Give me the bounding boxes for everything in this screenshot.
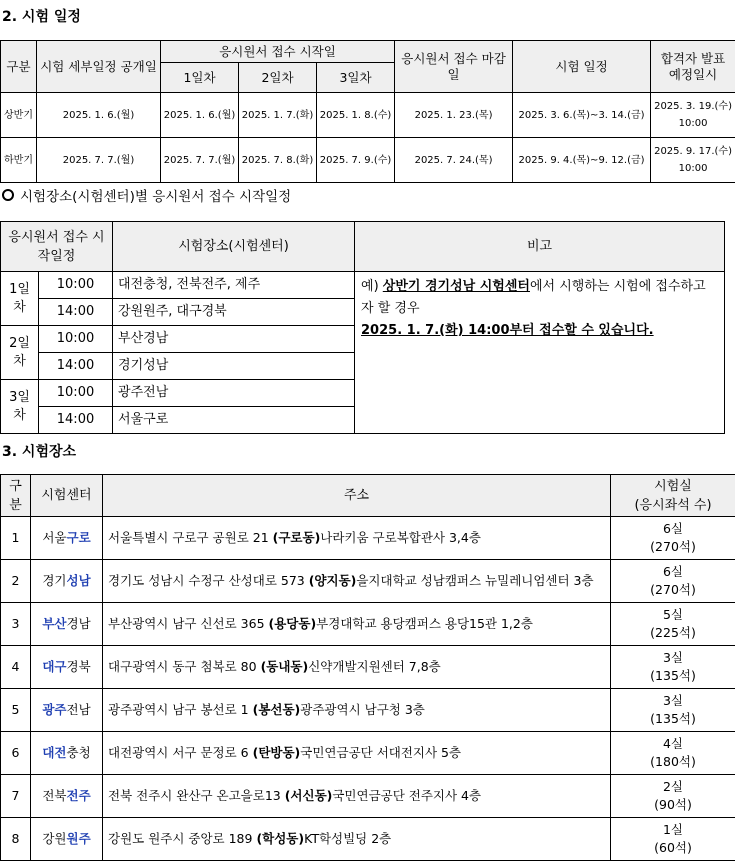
center-name [31, 689, 103, 732]
slot-time: 14:00 [39, 353, 113, 380]
cell-day2: 2025. 1. 7.(화) [239, 93, 317, 138]
center-address [103, 560, 611, 603]
center-name [31, 775, 103, 818]
location-row [1, 517, 735, 560]
section-3-title: 3. 시험장소 [2, 441, 76, 461]
row-number: 5 [1, 689, 31, 732]
address-main: 강원도 원주시 중앙로 189 [108, 831, 256, 846]
seat-count: (135석) [650, 668, 696, 683]
center-name-part: 서울 [42, 530, 66, 545]
slot-time: 10:00 [39, 326, 113, 353]
seat-count: (135석) [650, 711, 696, 726]
note-highlight: 상반기 경기성남 시험센터 [383, 279, 530, 294]
center-address [103, 775, 611, 818]
header-day3: 3일차 [317, 63, 395, 93]
address-building: 광주광역시 남구청 3층 [300, 702, 425, 717]
address-building: 국민연금공단 전주지사 4층 [332, 788, 481, 803]
row-number: 8 [1, 818, 31, 861]
location-row [1, 818, 735, 861]
seat-count: (225석) [650, 625, 696, 640]
address-main: 서울특별시 구로구 공원로 21 [108, 530, 273, 545]
header-application-start: 응시원서 접수 시작일 [161, 41, 395, 63]
header-rooms: 시험실 (응시좌석 수) [611, 475, 735, 517]
section-2-title: 2. 시험 일정 [2, 6, 81, 26]
center-address [103, 689, 611, 732]
room-count: 6실 [663, 521, 683, 536]
location-row [1, 603, 735, 646]
cell-day1: 2025. 7. 7.(월) [161, 138, 239, 183]
address-building: 을지대학교 성남캠퍼스 뉴밀레니엄센터 3층 [356, 573, 593, 588]
seat-count: (60석) [654, 840, 692, 855]
address-main: 대구광역시 동구 첨복로 80 [108, 659, 261, 674]
center-address [103, 603, 611, 646]
room-count: 3실 [663, 650, 683, 665]
center-name-part: 전주 [67, 788, 91, 803]
center-start-table [0, 221, 725, 434]
address-dong: (서신동) [285, 788, 333, 803]
room-count: 6실 [663, 564, 683, 579]
schedule-row-second-half [1, 138, 735, 183]
center-name-part: 전북 [42, 788, 66, 803]
seat-count: (270석) [650, 582, 696, 597]
header-center: 시험센터 [31, 475, 103, 517]
center-name [31, 646, 103, 689]
header-note: 비고 [355, 222, 725, 272]
header-gubun: 구분 [1, 41, 37, 93]
row-number: 4 [1, 646, 31, 689]
room-capacity [611, 775, 735, 818]
header-result-date: 합격자 발표 예정일시 [651, 41, 735, 93]
center-address [103, 517, 611, 560]
address-main: 경기도 성남시 수정구 산성대로 573 [108, 573, 309, 588]
center-name-part: 경북 [67, 659, 91, 674]
subtitle-text: 시험장소(시험센터)별 응시원서 접수 시작일정 [20, 185, 291, 205]
cell-deadline: 2025. 7. 24.(목) [395, 138, 513, 183]
center-name-part: 전남 [67, 702, 91, 717]
center-name-part: 경기 [42, 573, 66, 588]
slot-time: 14:00 [39, 407, 113, 434]
address-dong: (구로동) [273, 530, 321, 545]
seat-count: (90석) [654, 797, 692, 812]
day-label: 3일차 [1, 380, 39, 434]
slot-places: 경기성남 [113, 353, 355, 380]
cell-gubun: 하반기 [1, 138, 37, 183]
note-prefix: 예) [361, 279, 383, 294]
address-dong: (탄방동) [253, 745, 301, 760]
note-date-line: 2025. 1. 7.(화) 14:00부터 접수할 수 있습니다. [361, 323, 654, 338]
room-capacity [611, 818, 735, 861]
center-name [31, 603, 103, 646]
header-detail-date: 시험 세부일정 공개일 [37, 41, 161, 93]
slot-places: 서울구로 [113, 407, 355, 434]
center-name [31, 560, 103, 603]
slot-places: 광주전남 [113, 380, 355, 407]
room-count: 4실 [663, 736, 683, 751]
cell-gubun: 상반기 [1, 93, 37, 138]
cell-exam: 2025. 3. 6.(목)~3. 14.(금) [513, 93, 651, 138]
center-name-part: 부산 [42, 616, 66, 631]
room-count: 5실 [663, 607, 683, 622]
header-start-schedule: 응시원서 접수 시작일정 [1, 222, 113, 272]
slot-time: 10:00 [39, 380, 113, 407]
address-building: 나라키움 구로복합관사 3,4층 [320, 530, 481, 545]
row-number: 1 [1, 517, 31, 560]
cell-result: 2025. 9. 17.(수) 10:00 [651, 138, 735, 183]
day-label: 1일차 [1, 272, 39, 326]
center-name [31, 818, 103, 861]
slot-places: 강원원주, 대구경북 [113, 299, 355, 326]
cell-result: 2025. 3. 19.(수) 10:00 [651, 93, 735, 138]
center-name-part: 대전 [42, 745, 66, 760]
header-gubun: 구분 [1, 475, 31, 517]
center-name-part: 구로 [67, 530, 91, 545]
exam-location-table [0, 474, 735, 861]
address-main: 대전광역시 서구 문정로 6 [108, 745, 253, 760]
room-count: 3실 [663, 693, 683, 708]
location-row [1, 646, 735, 689]
schedule-row-first-half [1, 93, 735, 138]
location-row [1, 689, 735, 732]
center-name [31, 732, 103, 775]
address-building: 국민연금공단 서대전지사 5층 [300, 745, 461, 760]
cell-exam: 2025. 9. 4.(목)~9. 12.(금) [513, 138, 651, 183]
address-main: 전북 전주시 완산구 온고을로13 [108, 788, 285, 803]
room-count: 1실 [663, 822, 683, 837]
address-dong: (봉선동) [253, 702, 301, 717]
center-name-part: 대구 [42, 659, 66, 674]
header-place: 시험장소(시험센터) [113, 222, 355, 272]
room-capacity [611, 646, 735, 689]
location-row [1, 732, 735, 775]
slot-time: 10:00 [39, 272, 113, 299]
address-building: KT학성빌딩 2층 [304, 831, 391, 846]
slot-places: 부산경남 [113, 326, 355, 353]
header-exam-dates: 시험 일정 [513, 41, 651, 93]
center-address [103, 646, 611, 689]
address-building: 부경대학교 용당캠퍼스 용당15관 1,2층 [316, 616, 533, 631]
header-application-deadline: 응시원서 접수 마감일 [395, 41, 513, 93]
center-name-part: 성남 [67, 573, 91, 588]
address-dong: (동내동) [261, 659, 309, 674]
row-number: 6 [1, 732, 31, 775]
cell-detail: 2025. 1. 6.(월) [37, 93, 161, 138]
room-count: 2실 [663, 779, 683, 794]
cell-detail: 2025. 7. 7.(월) [37, 138, 161, 183]
cell-day3: 2025. 1. 8.(수) [317, 93, 395, 138]
center-name-part: 경남 [67, 616, 91, 631]
address-main: 광주광역시 남구 봉선로 1 [108, 702, 253, 717]
location-row [1, 560, 735, 603]
room-capacity [611, 732, 735, 775]
header-day1: 1일차 [161, 63, 239, 93]
center-name-part: 광주 [42, 702, 66, 717]
note-rest: 에서 시행하는 시험에 접수하고자 할 경우 [361, 279, 706, 316]
row-number: 2 [1, 560, 31, 603]
center-name-part: 충청 [67, 745, 91, 760]
row-number: 3 [1, 603, 31, 646]
note-cell [355, 272, 725, 434]
room-capacity [611, 603, 735, 646]
slot-places: 대전충청, 전북전주, 제주 [113, 272, 355, 299]
address-dong: (학성동) [256, 831, 304, 846]
slot-time: 14:00 [39, 299, 113, 326]
room-capacity [611, 560, 735, 603]
center-name-part: 강원 [42, 831, 66, 846]
address-building: 신약개발지원센터 7,8층 [308, 659, 441, 674]
header-address: 주소 [103, 475, 611, 517]
center-address [103, 818, 611, 861]
day-label: 2일차 [1, 326, 39, 380]
center-name-part: 원주 [67, 831, 91, 846]
location-row [1, 775, 735, 818]
address-dong: (양지동) [309, 573, 357, 588]
cell-day2: 2025. 7. 8.(화) [239, 138, 317, 183]
exam-schedule-table [0, 40, 735, 183]
seat-count: (270석) [650, 539, 696, 554]
address-main: 부산광역시 남구 신선로 365 [108, 616, 269, 631]
center-address [103, 732, 611, 775]
room-capacity [611, 517, 735, 560]
room-capacity [611, 689, 735, 732]
cell-deadline: 2025. 1. 23.(목) [395, 93, 513, 138]
center-name [31, 517, 103, 560]
cell-day3: 2025. 7. 9.(수) [317, 138, 395, 183]
center-start-subtitle [2, 185, 291, 205]
address-dong: (용당동) [269, 616, 317, 631]
header-day2: 2일차 [239, 63, 317, 93]
seat-count: (180석) [650, 754, 696, 769]
circle-bullet-icon [2, 189, 14, 201]
cell-day1: 2025. 1. 6.(월) [161, 93, 239, 138]
row-number: 7 [1, 775, 31, 818]
